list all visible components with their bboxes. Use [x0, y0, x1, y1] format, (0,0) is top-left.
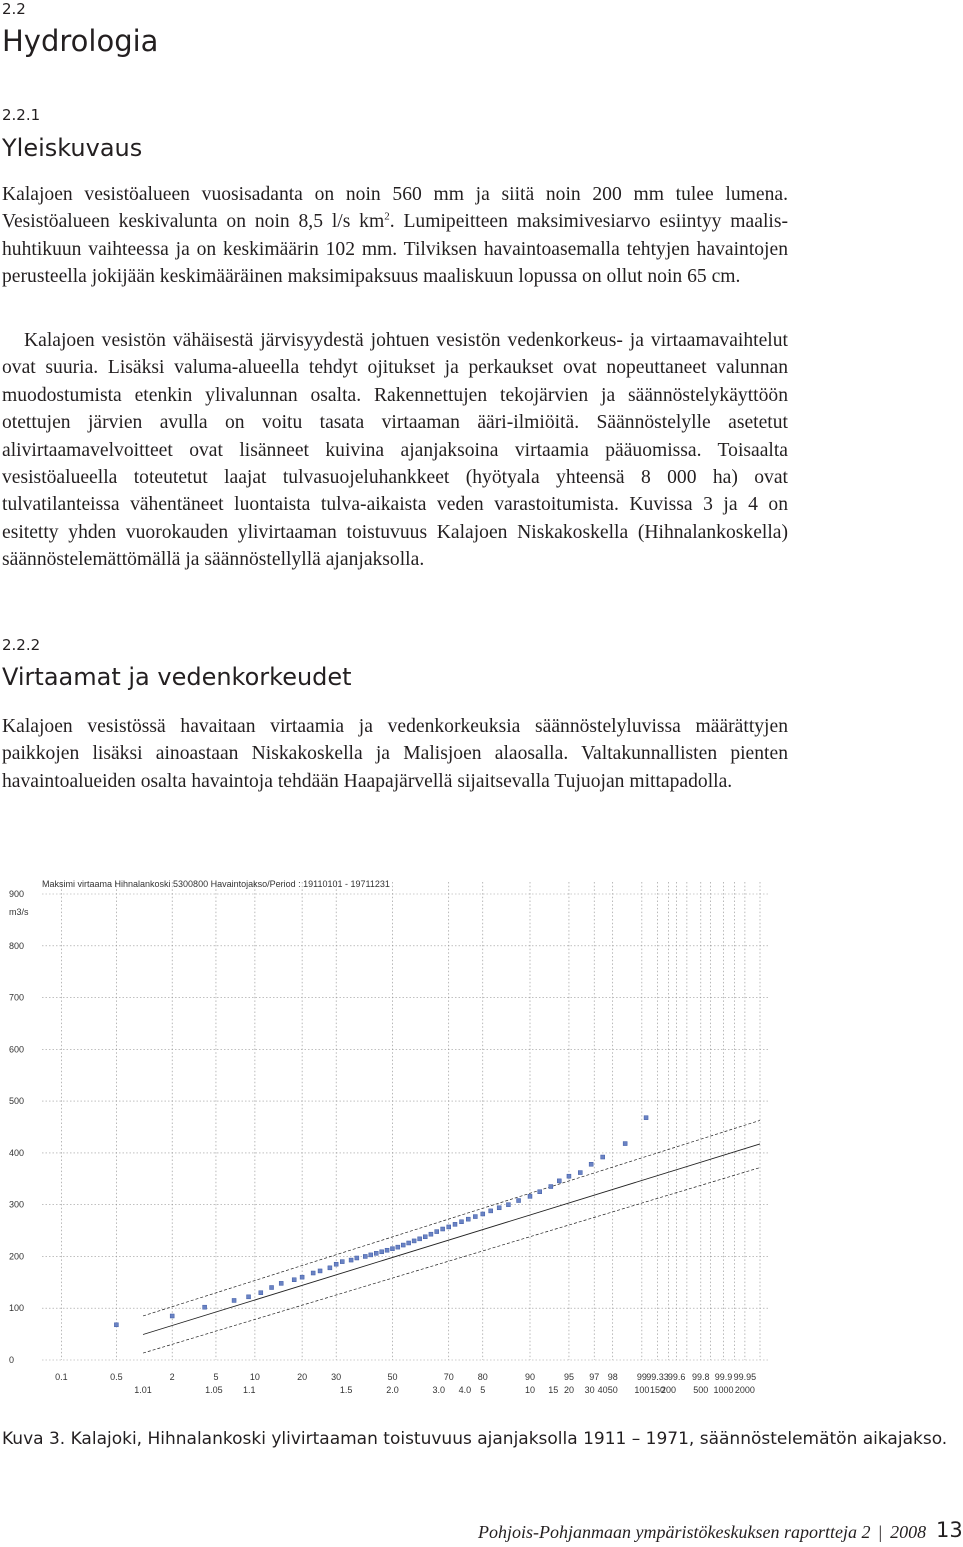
data-point — [447, 1225, 451, 1229]
footer-year: 2008 — [890, 1522, 927, 1542]
data-point — [369, 1253, 373, 1257]
x-tick-label-top: 98 — [607, 1372, 618, 1382]
paragraph-1: Kalajoen vesistöalueen vuosisadanta on noin 560 mm ja siitä noin 200 mm tulee lumena. Vesistöalueen keskivalunta on noin 8,5 l/s $km^2$. Lumipeitteen maksimivesiarvo esiintyy maalis-huhtikuun vaihteessa ja on keskimäärin 102 mm. Tilviksen havaintoasemalla tehtyjen havaintojen perusteella jokijään keskimääräinen maksimipaksuus maaliskuun lopussa on ollut noin 65 cm. — [2, 184, 788, 288]
x-tick-label-bottom: 100 — [634, 1385, 650, 1395]
footer-title: Pohjois-Pohjanmaan ympäristökeskuksen raportteja 2 — [478, 1522, 871, 1542]
data-point — [247, 1295, 251, 1299]
section-number: 2.2 — [2, 0, 26, 18]
data-point — [538, 1190, 542, 1194]
data-point — [374, 1251, 378, 1255]
x-tick-label-bottom: 1000 — [713, 1385, 734, 1395]
data-point — [418, 1237, 422, 1241]
y-tick-label: 500 — [9, 1096, 25, 1107]
data-point — [489, 1209, 493, 1213]
x-tick-label-top: 30 — [331, 1372, 342, 1382]
data-point — [340, 1260, 344, 1264]
data-point — [423, 1235, 427, 1239]
fit-line — [143, 1144, 760, 1335]
x-tick-label-top: 99.8 — [692, 1372, 710, 1382]
y-tick-label: 300 — [9, 1199, 25, 1210]
x-tick-label-bottom: 4.0 — [458, 1385, 472, 1395]
y-tick-label: 800 — [9, 940, 25, 951]
data-point — [412, 1239, 416, 1243]
y-tick-label: 0 — [9, 1355, 15, 1365]
figure-caption: Kuva 3. Kalajoki, Hihnalankoski ylivirtaaman toistuvuus ajanjaksolla 1911 – 1971, säännöstelemätön aikajakso. — [2, 1429, 948, 1449]
x-tick-label-top: 90 — [524, 1372, 536, 1382]
data-point — [453, 1222, 457, 1226]
x-tick-label-top: 2 — [169, 1372, 175, 1382]
footer — [478, 1521, 926, 1543]
y-tick-label: 900 — [9, 889, 25, 899]
data-point — [355, 1256, 359, 1260]
section-title: Hydrologia — [2, 24, 159, 58]
data-point — [363, 1254, 367, 1258]
data-point — [279, 1281, 283, 1285]
data-point — [473, 1215, 477, 1219]
x-tick-label-bottom: 3.0 — [432, 1385, 446, 1395]
paragraph-2: Kalajoen vesistön vähäisestä järvisyydestä johtuen vesistön vedenkorkeus- ja virtaamavaihtelut ovat suuria. Lisäksi valuma-alueella tehdyt ojitukset ja perkaukset ovat nopeuttaneet valunnan muodostumista etenkin ylivalunnan osalta. Rakennettujen tekojärvien ja säännöstelykäyttöön otettujen järvien avulla on voitu tasata virtaaman ääri-ilmiöitä. Säännöstelylle asetetut alivirtaamavelvoitteet ovat lisänneet kuivina ajanjaksoina virtaamia pääuomissa. Toisaalta vesistöalueella toteutetut laajat tulvasuojeluhankkeet (hyötyala yhteensä 8 000 ha) ovat tulvatilanteissa vähentäneet luontaista tulva-aikaista veden varastoitumista. Kuvissa 3 ja 4 on esitetty yhden vuorokauden ylivirtaaman toistuvuus Kalajoen Niskakoskella (Hihnalankoskella) säännöstelemättömällä ja säännöstellyllä ajanjaksolla. — [2, 330, 788, 571]
data-point — [114, 1323, 118, 1327]
y-tick-label: 200 — [9, 1251, 25, 1262]
data-point — [300, 1275, 304, 1279]
x-tick-label-top: 20 — [297, 1372, 308, 1382]
data-point — [380, 1250, 384, 1254]
data-point — [549, 1185, 553, 1189]
data-point — [334, 1262, 338, 1266]
x-tick-label-top: 99.33 — [646, 1372, 669, 1382]
data-point — [459, 1220, 463, 1224]
y-tick-label: 700 — [9, 992, 25, 1003]
x-tick-label-top: 99.6 — [667, 1372, 686, 1382]
x-tick-label-top: 5 — [213, 1372, 219, 1382]
data-point — [567, 1174, 571, 1178]
x-tick-label-top: 0.5 — [110, 1372, 123, 1382]
x-tick-label-bottom: 5 — [480, 1385, 486, 1395]
x-tick-label-bottom: 40 — [597, 1385, 608, 1395]
data-point — [390, 1247, 394, 1251]
data-point — [589, 1162, 593, 1166]
x-tick-label-bottom: 2000 — [734, 1385, 755, 1395]
axis-labels — [9, 889, 756, 1395]
y-tick-label: 600 — [9, 1044, 25, 1055]
data-point — [407, 1241, 411, 1245]
data-point — [528, 1194, 532, 1198]
data-point — [506, 1203, 510, 1207]
data-point — [466, 1217, 470, 1221]
data-point — [623, 1142, 627, 1146]
data-point — [517, 1199, 521, 1203]
x-tick-label-top: 95 — [563, 1372, 574, 1382]
x-tick-label-bottom: 1.5 — [339, 1385, 353, 1395]
x-tick-label-bottom: 1.1 — [242, 1385, 256, 1395]
x-tick-label-bottom: 200 — [660, 1385, 677, 1395]
data-point — [232, 1298, 236, 1302]
data-point — [557, 1179, 561, 1183]
data-point — [578, 1171, 582, 1175]
confidence-upper-line — [143, 1120, 760, 1316]
data-point — [497, 1206, 501, 1210]
data-point — [644, 1116, 648, 1120]
flood-frequency-chart — [0, 872, 960, 1407]
x-tick-label-bottom: 1.05 — [205, 1385, 223, 1395]
data-point — [396, 1245, 400, 1249]
y-tick-label: 100 — [9, 1303, 25, 1314]
x-tick-label-bottom: 150 — [650, 1385, 666, 1395]
data-point — [292, 1278, 296, 1282]
x-tick-label-top: 0.1 — [55, 1372, 68, 1382]
data-point — [385, 1248, 389, 1252]
data-point — [311, 1271, 315, 1275]
superscript: 2 — [384, 210, 390, 223]
fit-lines — [143, 1120, 760, 1353]
x-tick-label-top: 50 — [387, 1372, 398, 1382]
data-point — [270, 1286, 274, 1290]
data-point — [441, 1227, 445, 1231]
x-tick-label-top: 99.9 — [714, 1372, 733, 1382]
data-point — [328, 1266, 332, 1270]
data-point — [170, 1314, 174, 1318]
data-points — [114, 1116, 648, 1327]
x-tick-label-bottom: 500 — [693, 1385, 709, 1395]
x-tick-label-bottom: 1.01 — [134, 1385, 152, 1395]
page-number: 13 — [936, 1518, 963, 1542]
data-point — [601, 1155, 605, 1159]
x-tick-label-top: 80 — [477, 1372, 488, 1382]
x-tick-label-top: 99 — [636, 1372, 647, 1382]
confidence-lower-line — [143, 1168, 760, 1353]
data-point — [318, 1269, 322, 1273]
x-tick-label-top: 70 — [443, 1372, 454, 1382]
data-point — [259, 1291, 263, 1295]
x-tick-label-bottom: 50 — [607, 1385, 618, 1395]
x-tick-label-top: 10 — [249, 1372, 260, 1382]
data-point — [481, 1212, 485, 1216]
subsection-title: Virtaamat ja vedenkorkeudet — [2, 663, 352, 691]
chart-title: Maksimi virtaama Hihnalankoski 5300800 Havaintojakso/Period : 19110101 - 19711231 — [42, 879, 390, 889]
y-axis-unit: m3/s — [9, 907, 29, 917]
data-point — [401, 1243, 405, 1247]
subsection-title: Yleiskuvaus — [2, 134, 143, 162]
x-tick-label-bottom: 2.0 — [386, 1385, 399, 1395]
data-point — [429, 1232, 433, 1236]
subsection-number: 2.2.2 — [2, 636, 41, 654]
x-tick-label-bottom: 30 — [584, 1385, 595, 1395]
x-tick-label-bottom: 15 — [548, 1385, 559, 1395]
subsection-number: 2.2.1 — [2, 106, 41, 124]
paragraph-3: Kalajoen vesistössä havaitaan virtaamia ja vedenkorkeuksia säännöstelyluvissa määrättyjen paikkojen lisäksi ainoastaan Niskakoskella ja Malisjoen alaosalla. Valtakunnallisten pienten havaintoalueiden osalta havaintoja tehdään Haapajärvellä sijaitsevalla Tujuojan mittapadolla. — [2, 716, 788, 792]
data-point — [203, 1305, 207, 1309]
y-tick-label: 400 — [9, 1147, 25, 1158]
data-point — [349, 1258, 353, 1262]
x-tick-label-bottom: 10 — [524, 1385, 536, 1395]
x-tick-label-top: 99.95 — [733, 1372, 757, 1382]
chart-grid — [42, 882, 770, 1360]
data-point — [435, 1230, 439, 1234]
footer-separator: | — [878, 1522, 883, 1542]
x-tick-label-top: 97 — [589, 1372, 600, 1382]
x-tick-label-bottom: 20 — [563, 1385, 574, 1395]
